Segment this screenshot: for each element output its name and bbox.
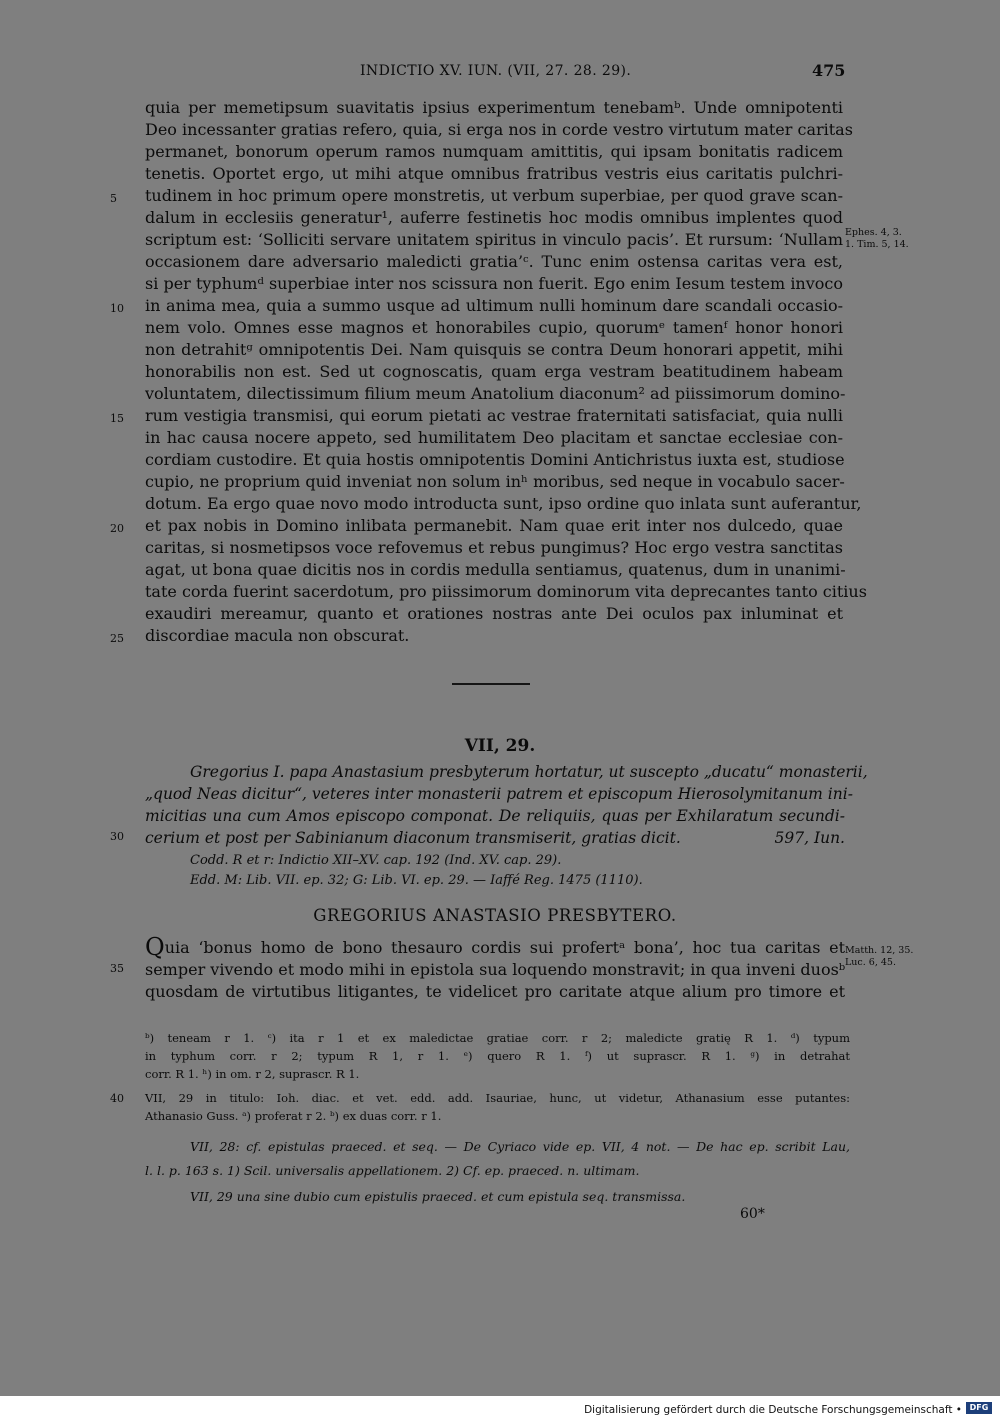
line-number: 10 xyxy=(110,302,124,315)
line-number: 25 xyxy=(110,632,124,645)
editions-note: Edd. M: Lib. VII. ep. 32; G: Lib. VI. ep. 29. — Iaffé Reg. 1475 (1110). xyxy=(190,873,643,888)
line-number: 40 xyxy=(110,1092,124,1105)
apparatus-line: in typhum corr. r 2; typum R 1, r 1. ᵉ) quero R 1. ᶠ) ut suprascr. R 1. ᵍ) in detrahat xyxy=(145,1049,850,1063)
commentary-line: VII, 29 una sine dubio cum epistulis praeced. et cum epistula seq. transmissa. xyxy=(190,1189,686,1204)
running-header: INDICTIO XV. IUN. (VII, 27. 28. 29). xyxy=(360,63,632,79)
printer-signature: 60* xyxy=(740,1206,765,1222)
text-line: voluntatem, dilectissimum filium meum Anatolium diaconum² ad piissimorum domino- xyxy=(145,384,846,403)
commentary-line: l. l. p. 163 s. 1) Scil. universalis appellationem. 2) Cf. ep. praeced. n. ultimam. xyxy=(145,1163,640,1178)
text-line: agat, ut bona quae dicitis nos in cordis medulla sentiamus, quatenus, dum in unanimi- xyxy=(145,560,846,579)
codices-note: Codd. R et r: Indictio XII–XV. cap. 192 (Ind. XV. cap. 29). xyxy=(190,853,562,868)
initial-letter: Q xyxy=(145,933,165,961)
text-line: cordiam custodire. Et quia hostis omnipotentis Domini Antichristus iuxta est, studiose xyxy=(145,450,845,469)
apparatus-line: ᵇ) teneam r 1. ᶜ) ita r 1 et ex maledictae gratiae corr. r 2; maledicte gratię R 1. ᵈ) typum xyxy=(145,1031,850,1045)
text-line: in hac causa nocere appeto, sed humilitatem Deo placitam et sanctae ecclesiae con- xyxy=(145,428,843,447)
margin-reference: Luc. 6, 45. xyxy=(845,957,896,968)
letter-line: semper vivendo et modo mihi in epistola sua loquendo monstravit; in qua inveni duosᵇ xyxy=(145,960,846,979)
regest-line: „quod Neas dicitur“, veteres inter monasterii patrem et episcopum Hierosolymitanum ini- xyxy=(145,785,853,803)
apparatus-line: corr. R 1. ʰ) in om. r 2, suprascr. R 1. xyxy=(145,1067,360,1081)
text-line: tudinem in hoc primum opere monstretis, ut verbum superbiae, per quod grave scan- xyxy=(145,186,843,205)
line-number: 15 xyxy=(110,412,124,425)
apparatus-line: VII, 29 in titulo: Ioh. diac. et vet. edd. add. Isauriae, hunc, ut videtur, Athanasium esse putantes: xyxy=(145,1091,850,1105)
regest-text: cerium et post per Sabinianum diaconum transmiserit, gratias dicit. xyxy=(145,829,681,847)
text-line: non detrahitᵍ omnipotentis Dei. Nam quisquis se contra Deum honorari appetit, mihi xyxy=(145,340,843,359)
apparatus-line: Athanasio Guss. ᵃ) proferat r 2. ᵇ) ex duas corr. r 1. xyxy=(145,1109,442,1123)
document-number: VII, 29. xyxy=(464,736,536,756)
line-number: 30 xyxy=(110,830,124,843)
letter-text: uia ‘bonus homo de bono thesauro cordis sui profertᵃ bona’, hoc tua caritas et xyxy=(164,938,845,957)
text-line: dalum in ecclesiis generatur¹, auferre festinetis hoc modis omnibus implentes quod xyxy=(145,208,843,227)
document-date: 597, Iun. xyxy=(774,829,845,847)
margin-reference: 1. Tim. 5, 14. xyxy=(845,239,909,250)
regest-line xyxy=(145,827,845,849)
letter-line: quosdam de virtutibus litigantes, te videlicet pro caritate atque alium pro timore et xyxy=(145,982,845,1001)
text-line: in anima mea, quia a summo usque ad ultimum nulli hominum dare scandali occasio- xyxy=(145,296,843,315)
text-line: honorabilis non est. Sed ut cognoscatis, quam erga vestram beatitudinem habeam xyxy=(145,362,843,381)
regest-line: micitias una cum Amos episcopo componat. De reliquiis, quas per Exhilaratum secundi- xyxy=(145,807,845,825)
text-line: si per typhumᵈ superbiae inter nos scissura non fuerit. Ego enim Iesum testem invoco xyxy=(145,274,843,293)
text-line: et pax nobis in Domino inlibata permanebit. Nam quae erit inter nos dulcedo, quae xyxy=(145,516,843,535)
line-number: 35 xyxy=(110,962,124,975)
section-separator xyxy=(452,683,530,685)
text-line: occasionem dare adversario maledicti gratia’ᶜ. Tunc enim ostensa caritas vera est, xyxy=(145,252,843,271)
text-line: Deo incessanter gratias refero, quia, si erga nos in corde vestro virtutum mater caritas xyxy=(145,120,853,139)
text-line: rum vestigia transmisi, qui eorum pietati ac vestrae fraternitati satisfaciat, quia nulli xyxy=(145,406,843,425)
margin-reference: Matth. 12, 35. xyxy=(845,945,914,956)
text-line: permanet, bonorum operum ramos numquam amittitis, qui ipsam bonitatis radicem xyxy=(145,142,843,161)
text-line: nem volo. Omnes esse magnos et honorabiles cupio, quorumᵉ tamenᶠ honor honori xyxy=(145,318,843,337)
text-line: exaudiri mereamur, quanto et orationes nostras ante Dei oculos pax inluminat et xyxy=(145,604,843,623)
text-line: caritas, si nosmetipsos voce refovemus et rebus pungimus? Hoc ergo vestra sanctitas xyxy=(145,538,843,557)
page-number: 475 xyxy=(812,61,846,80)
margin-reference: Ephes. 4, 3. xyxy=(845,227,902,238)
funding-notice: Digitalisierung gefördert durch die Deutsche Forschungsgemeinschaft • xyxy=(584,1404,962,1416)
line-number: 5 xyxy=(110,192,117,205)
letter-line xyxy=(145,933,845,961)
line-number: 20 xyxy=(110,522,124,535)
commentary-line: VII, 28: cf. epistulas praeced. et seq. — De Cyriaco vide ep. VII, 4 not. — De hac ep. scribit Lau, xyxy=(190,1139,850,1154)
text-line: tenetis. Oportet ergo, ut mihi atque omnibus fratribus vestris eius caritatis pulchri- xyxy=(145,164,843,183)
text-line: scriptum est: ‘Solliciti servare unitatem spiritus in vinculo pacis’. Et rursum: ‘Nullam xyxy=(145,230,843,249)
regest-line: Gregorius I. papa Anastasium presbyterum hortatur, ut suscepto „ducatu“ monasterii, xyxy=(190,763,868,781)
text-line: quia per memetipsum suavitatis ipsius experimentum tenebamᵇ. Unde omnipotenti xyxy=(145,98,843,117)
letter-title: GREGORIUS ANASTASIO PRESBYTERO. xyxy=(313,906,677,925)
text-line: dotum. Ea ergo quae novo modo introducta sunt, ipso ordine quo inlata sunt auferantur, xyxy=(145,494,862,513)
dfg-logo: DFG xyxy=(966,1402,992,1414)
text-line: tate corda fuerint sacerdotum, pro piissimorum dominorum vita deprecantes tanto citius xyxy=(145,582,867,601)
text-line: cupio, ne proprium quid inveniat non solum inʰ moribus, sed neque in vocabulo sacer- xyxy=(145,472,845,491)
text-line: discordiae macula non obscurat. xyxy=(145,626,410,645)
